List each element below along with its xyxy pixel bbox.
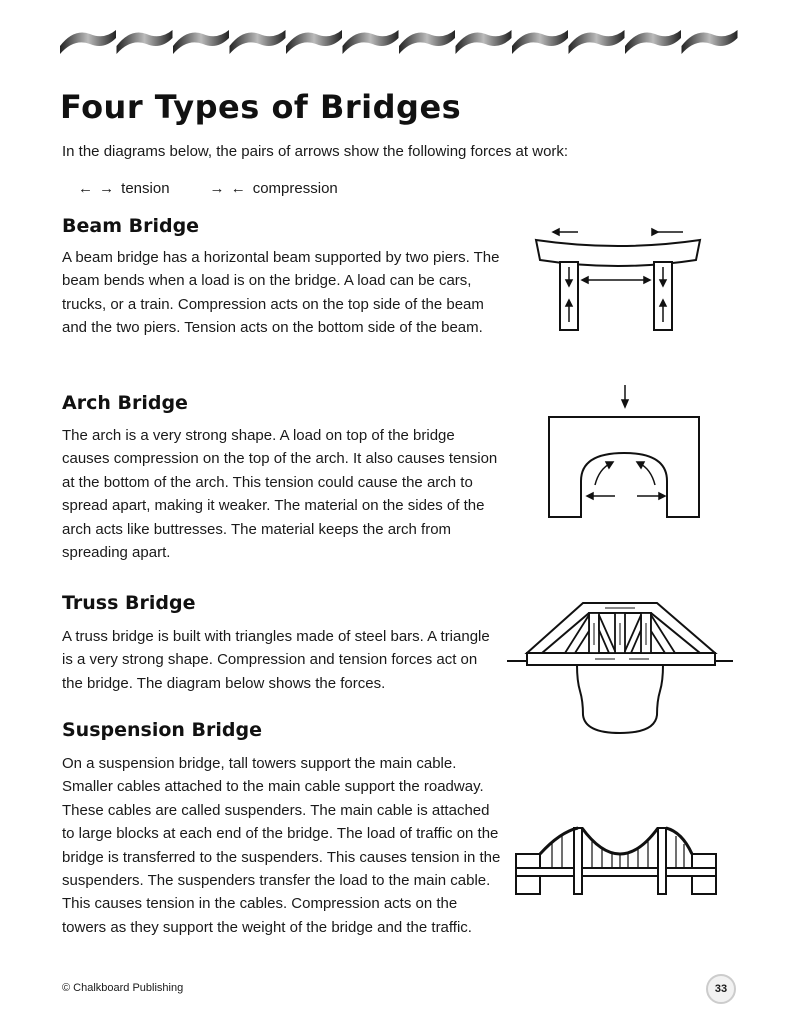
ribbon-segment [343,30,399,54]
ribbon-segment [456,30,512,54]
beam-bridge-diagram [528,222,708,334]
force-legend [78,180,378,197]
ribbon-segment [625,30,681,54]
ribbon-segment [682,30,738,54]
ribbon-segment [173,30,229,54]
legend-tension [78,180,170,197]
arch-bridge-heading: Arch Bridge [62,392,188,414]
truss-bridge-text: A truss bridge is built with triangles made of steel bars. A triangle is a very strong shape. Compression and tension forces act on the bridge. The diagram below shows the forces. [62,628,490,692]
page-number-badge: 33 [706,974,736,1004]
ribbon-segment [569,30,625,54]
ribbon-segment [60,30,116,54]
arch-bridge-diagram [545,383,705,520]
page-title: Four Types of Bridges [60,88,462,126]
ribbon-segment [230,30,286,54]
ribbon-segment [512,30,568,54]
ribbon-segment [117,30,173,54]
beam-bridge-text: A beam bridge has a horizontal beam supported by two piers. The beam bends when a load is on the bridge. A load can be cars, trucks, or a train. Compression acts on the top side of the beam and the two piers. Tension acts on the bottom side of the beam. [62,249,500,337]
truss-bridge-heading: Truss Bridge [62,592,196,614]
truss-bridge-diagram [505,595,735,737]
suspension-bridge-diagram [512,820,720,900]
compression-label: compression [252,180,338,197]
legend-compression [210,180,338,197]
copyright-text: © Chalkboard Publishing [62,982,184,994]
tension-label: tension [121,180,170,197]
ribbon-segment [399,30,455,54]
beam-bridge-heading: Beam Bridge [62,215,200,237]
tension-arrows-icon: ← → [78,180,116,197]
arch-bridge-text: The arch is a very strong shape. A load on top of the bridge causes compression on the top of the arch. It also causes tension at the bottom of the arch. This tension could cause the arch to spread apart, making it weaker. The material on the sides of the arch acts like buttresses. The material keeps the arch from spreading apart. [62,427,498,562]
decorative-border [60,24,740,56]
intro-text: In the diagrams below, the pairs of arrows show the following forces at work: [62,143,569,160]
ribbon-segment [286,30,342,54]
suspension-bridge-heading: Suspension Bridge [62,719,263,741]
suspension-bridge-text: On a suspension bridge, tall towers support the main cable. Smaller cables attached to the main cable support the roadway. These cables are called suspenders. The main cable is attached to large blocks at each end of the bridge. The load of traffic on the bridge is transferred to the suspenders. This causes tension in the suspenders. The suspenders transfer the load to the main cable. This causes tension in the cables. Compression acts on the towers as they support the weight of the bridge and the traffic. [62,755,501,936]
compression-arrows-icon: → ← [209,180,247,197]
